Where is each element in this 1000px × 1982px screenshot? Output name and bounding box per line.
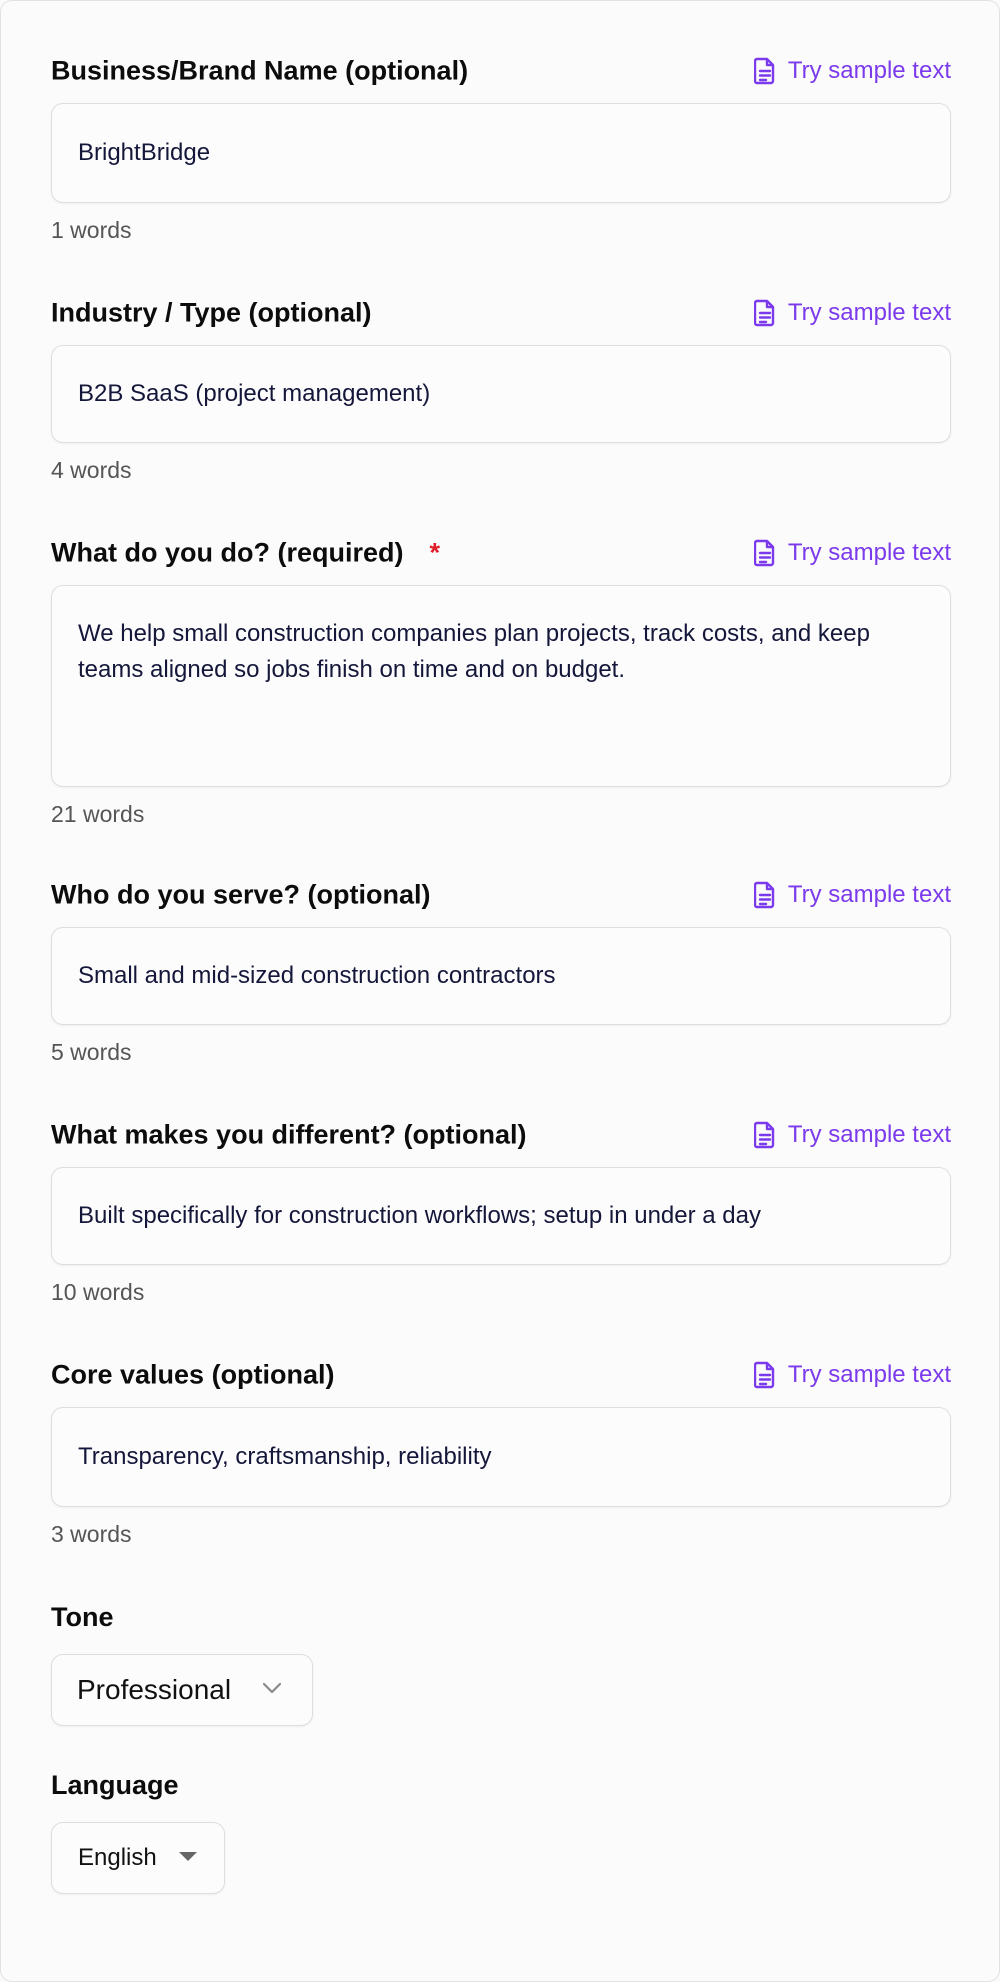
field-core-values: [51, 1355, 951, 1548]
core-values-input[interactable]: [51, 1407, 951, 1507]
required-asterisk: *: [429, 537, 440, 568]
document-icon: [754, 539, 776, 567]
try-sample-text-label: Try sample text: [787, 299, 951, 326]
field-label-text: What do you do? (required): [51, 537, 404, 568]
field-business-name: [51, 51, 951, 244]
word-count: 1 words: [51, 217, 132, 243]
language-label: Language: [51, 1769, 179, 1800]
try-sample-text-label: Try sample text: [787, 57, 951, 84]
textarea-value: We help small construction companies plan projects, track costs, and keep teams aligned so jobs finish on time and on budget.: [78, 620, 870, 683]
try-sample-text-label: Try sample text: [787, 539, 951, 566]
field-label: What makes you different? (optional): [51, 1119, 527, 1150]
field-what-do-you-do: [51, 533, 951, 828]
try-sample-text-button[interactable]: [754, 57, 951, 85]
field-label: Who do you serve? (optional): [51, 879, 431, 910]
try-sample-text-button[interactable]: [754, 539, 951, 567]
input-value: Small and mid-sized construction contractors: [78, 962, 556, 989]
try-sample-text-label: Try sample text: [787, 881, 951, 908]
document-icon: [754, 57, 776, 85]
field-label: Core values (optional): [51, 1359, 335, 1390]
tone-select[interactable]: [51, 1654, 313, 1726]
word-count: 5 words: [51, 1039, 132, 1065]
field-label: [51, 538, 440, 569]
word-count: 21 words: [51, 801, 145, 827]
tone-selected-value: Professional: [77, 1674, 232, 1705]
input-value: B2B SaaS (project management): [78, 380, 431, 407]
word-count: 4 words: [51, 457, 132, 483]
document-icon: [754, 1121, 776, 1149]
try-sample-text-button[interactable]: [754, 1121, 951, 1149]
try-sample-text-label: Try sample text: [787, 1361, 951, 1388]
try-sample-text-button[interactable]: [754, 1361, 951, 1389]
field-label: Business/Brand Name (optional): [51, 55, 469, 86]
language-label-row: [51, 1765, 179, 1805]
field-what-makes-you-different: [51, 1115, 951, 1306]
input-value: Built specifically for construction workflows; setup in under a day: [78, 1202, 761, 1229]
chevron-down-icon: [262, 1681, 282, 1699]
try-sample-text-label: Try sample text: [787, 1121, 951, 1148]
field-label: Industry / Type (optional): [51, 297, 372, 328]
word-count: 10 words: [51, 1279, 145, 1305]
field-industry-type: [51, 293, 951, 484]
try-sample-text-button[interactable]: [754, 299, 951, 327]
input-value: BrightBridge: [78, 139, 211, 166]
document-icon: [754, 299, 776, 327]
tone-label-row: [51, 1597, 114, 1637]
caret-down-icon: [178, 1849, 198, 1867]
business-name-input[interactable]: [51, 103, 951, 203]
industry-type-input[interactable]: [51, 345, 951, 443]
field-who-do-you-serve: [51, 875, 951, 1066]
document-icon: [754, 1361, 776, 1389]
language-select[interactable]: [51, 1822, 225, 1894]
tone-label: Tone: [51, 1601, 114, 1632]
input-value: Transparency, craftsmanship, reliability: [78, 1443, 492, 1470]
document-icon: [754, 881, 776, 909]
language-selected-value: English: [78, 1844, 157, 1871]
word-count: 3 words: [51, 1521, 132, 1547]
what-makes-you-different-input[interactable]: [51, 1167, 951, 1265]
what-do-you-do-textarea[interactable]: [51, 585, 951, 787]
who-do-you-serve-input[interactable]: [51, 927, 951, 1025]
try-sample-text-button[interactable]: [754, 881, 951, 909]
